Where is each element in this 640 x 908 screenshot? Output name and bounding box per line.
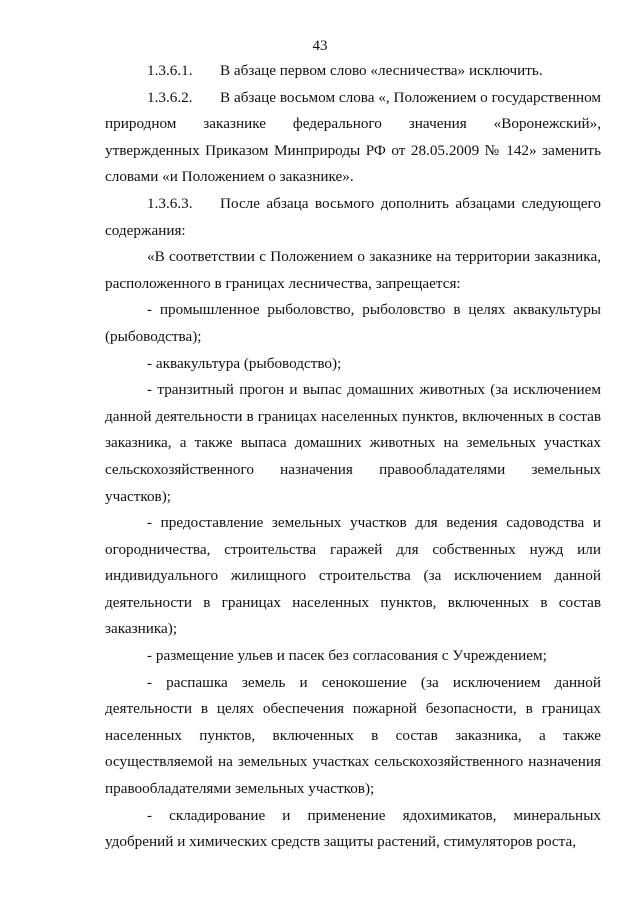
- item-text: После абзаца восьмого дополнить абзацами следующего содержания:: [105, 194, 601, 239]
- list-item-beehives: - размещение ульев и пасек без согласования с Учреждением;: [147, 647, 547, 665]
- item-1-3-6-1: [105, 58, 601, 85]
- item-text: В абзаце восьмом слова «, Положением о государственном природном заказнике федерального значения «Воронежский», утвержденных Приказом Минприроды РФ от 28.05.2009 № 142» заменить словами «и Положением о заказнике».: [105, 88, 601, 186]
- list-item-fishing: - промышленное рыболовство, рыболовство в целях аквакультуры (рыбоводства);: [105, 301, 601, 345]
- list-item-aquaculture: - аквакультура (рыбоводство);: [147, 354, 342, 372]
- list-item-plowing: - распашка земель и сенокошение (за исключением данной деятельности в целях обеспечения пожарной безопасности, в границах населенных пунктов, включенных в состав заказника, а также осуществляемой на земельных участках сельскохозяйственного назначения правообладателями земельных участков);: [105, 673, 601, 798]
- item-number: 1.3.6.1.: [147, 62, 193, 79]
- page-number: 43: [312, 38, 328, 54]
- item-number: 1.3.6.2.: [147, 88, 193, 106]
- item-1-3-6-3: [105, 191, 601, 244]
- document-body: [105, 58, 601, 856]
- item-1-3-6-2: [105, 85, 601, 191]
- item-text: В абзаце первом слово «лесничества» исключить.: [220, 62, 543, 79]
- list-item-livestock: - транзитный прогон и выпас домашних животных (за исключением данной деятельности в границах населенных пунктов, включенных в состав заказника, а также выпаса домашних животных на земельных участках сельскохозяйственного назначения правообладателями земельных участков);: [105, 381, 601, 505]
- list-item-chemicals: - складирование и применение ядохимикатов, минеральных удобрений и химических средств защиты растений, стимуляторов роста,: [105, 806, 601, 851]
- item-number: 1.3.6.3.: [147, 194, 193, 212]
- quote-intro-paragraph: «В соответствии с Положением о заказнике на территории заказника, расположенного в границах лесничества, запрещается:: [105, 248, 601, 292]
- list-item-land-plots: - предоставление земельных участков для ведения садоводства и огородничества, строительства гаражей для собственных нужд или индивидуального жилищного строительства (за исключением данной деятельности в границах населенных пунктов, включенных в состав заказника);: [105, 514, 601, 638]
